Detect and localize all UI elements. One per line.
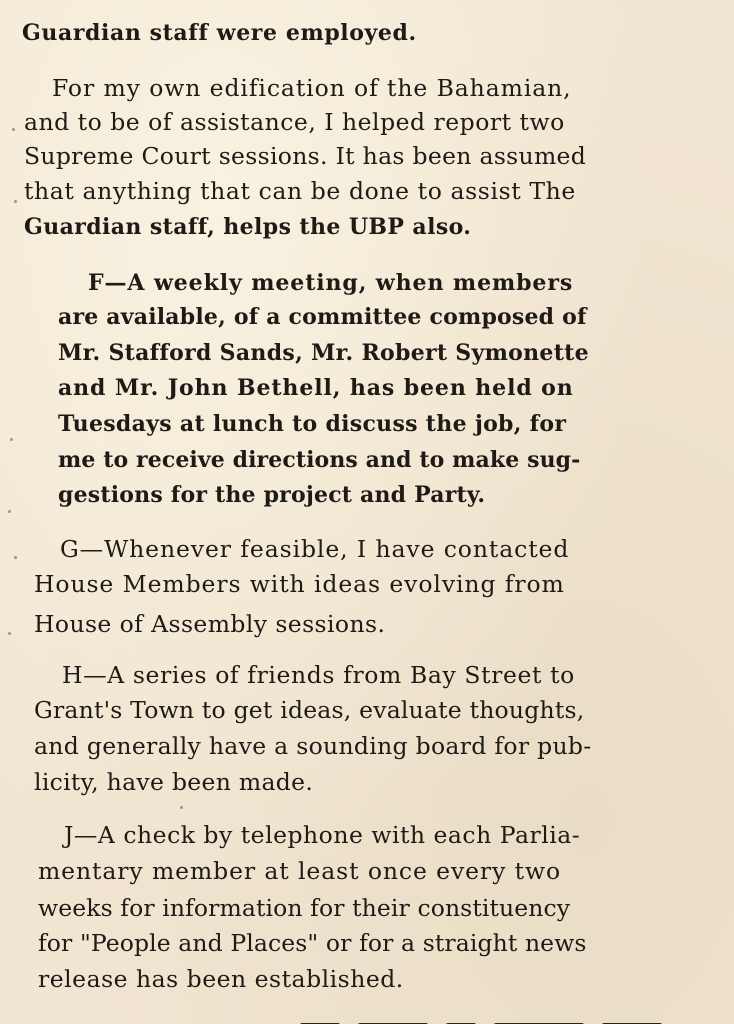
text-line: that anything that can be done to assist The (24, 177, 576, 205)
text-line: are available, of a committee composed of (58, 304, 587, 330)
text-line: For my own edification of the Bahamian, (52, 74, 572, 102)
section-f-heading: F—A weekly meeting, when members (88, 270, 574, 296)
print-speck (10, 438, 13, 441)
section-h-heading: H—A series of friends from Bay Street to (62, 661, 575, 689)
text-line: Grant's Town to get ideas, evaluate thoughts, (34, 696, 585, 724)
text-line: Guardian staff were employed. (22, 20, 417, 46)
text-line: me to receive directions and to make sug- (58, 447, 581, 473)
text-line: and Mr. John Bethell, has been held on (58, 375, 574, 401)
print-speck (180, 806, 183, 809)
print-speck (14, 556, 17, 559)
print-speck (8, 510, 11, 513)
text-line: release has been established. (38, 965, 404, 993)
section-g-heading: G—Whenever feasible, I have contacted (60, 535, 570, 563)
text-line: Guardian staff, helps the UBP also. (24, 214, 472, 240)
section-j-heading: J—A check by telephone with each Parlia- (64, 821, 581, 849)
cut-off-line (300, 1016, 720, 1024)
text-line: House Members with ideas evolving from (34, 570, 565, 598)
text-line: mentary member at least once every two (38, 857, 562, 885)
text-line: Supreme Court sessions. It has been assumed (24, 142, 587, 170)
text-line: for "People and Places" or for a straight news (38, 929, 587, 957)
text-line: House of Assembly sessions. (34, 610, 386, 638)
print-speck (14, 200, 17, 203)
text-line: Mr. Stafford Sands, Mr. Robert Symonette (58, 340, 589, 366)
text-line: Tuesdays at lunch to discuss the job, for (58, 411, 567, 437)
text-line: and to be of assistance, I helped report two (24, 108, 565, 136)
text-line: and generally have a sounding board for pub- (34, 732, 592, 760)
print-speck (8, 632, 11, 635)
print-speck (12, 128, 15, 131)
text-line: weeks for information for their constituency (38, 894, 571, 922)
text-line: gestions for the project and Party. (58, 482, 486, 508)
text-line: licity, have been made. (34, 768, 314, 796)
